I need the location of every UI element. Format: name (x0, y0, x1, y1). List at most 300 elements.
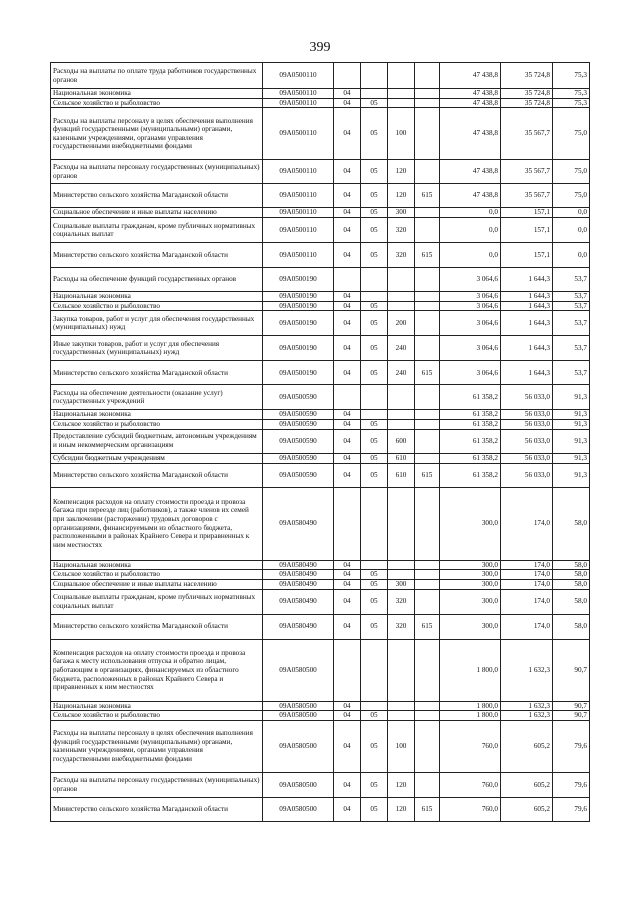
actual-amount: 1 632,3 (501, 711, 553, 721)
section-code: 04 (334, 243, 361, 268)
section-code: 04 (334, 797, 361, 821)
ministry-code: 615 (415, 184, 440, 208)
actual-amount: 1 644,3 (501, 311, 553, 336)
table-row (51, 453, 590, 463)
expense-type-code: 610 (388, 463, 415, 487)
target-article-code: 09А0500110 (263, 98, 334, 108)
ministry-code (415, 487, 440, 560)
section-code: 04 (334, 614, 361, 639)
subsection-code: 05 (361, 301, 388, 311)
table-row (51, 589, 590, 614)
expense-type-code: 120 (388, 772, 415, 797)
table-row (51, 419, 590, 429)
actual-amount: 56 033,0 (501, 385, 553, 410)
execution-percent: 53,7 (553, 311, 590, 336)
planned-amount: 1 800,0 (440, 701, 501, 711)
actual-amount: 35 567,7 (501, 108, 553, 160)
section-code: 04 (334, 98, 361, 108)
planned-amount: 300,0 (440, 487, 501, 560)
ministry-code (415, 218, 440, 243)
planned-amount: 0,0 (440, 218, 501, 243)
section-code: 04 (334, 589, 361, 614)
planned-amount: 61 358,2 (440, 410, 501, 420)
planned-amount: 61 358,2 (440, 463, 501, 487)
table-row (51, 98, 590, 108)
execution-percent: 75,0 (553, 184, 590, 208)
planned-amount: 3 064,6 (440, 268, 501, 292)
subsection-code: 05 (361, 218, 388, 243)
ministry-code (415, 311, 440, 336)
subsection-code: 05 (361, 98, 388, 108)
actual-amount: 1 644,3 (501, 361, 553, 385)
expense-type-code: 300 (388, 208, 415, 218)
expense-type-code (388, 301, 415, 311)
actual-amount: 1 644,3 (501, 268, 553, 292)
table-row (51, 292, 590, 302)
target-article-code: 09А0580490 (263, 487, 334, 560)
table-row (51, 361, 590, 385)
section-code: 04 (334, 336, 361, 361)
actual-amount: 1 632,3 (501, 701, 553, 711)
budget-table-body (51, 63, 590, 822)
section-code: 04 (334, 108, 361, 160)
section-code (334, 385, 361, 410)
expense-type-code (388, 410, 415, 420)
ministry-code (415, 453, 440, 463)
planned-amount: 61 358,2 (440, 419, 501, 429)
target-article-code: 09А0500190 (263, 268, 334, 292)
actual-amount: 1 644,3 (501, 336, 553, 361)
execution-percent: 0,0 (553, 218, 590, 243)
target-article-code: 09А0500190 (263, 311, 334, 336)
row-name: Расходы на выплаты персоналу в целях обеспечения выполнения функций государственными (муниципальными) органами, казенными учреждениями, органами управления государственными внебюджетными фондами (51, 108, 263, 160)
actual-amount: 174,0 (501, 570, 553, 580)
subsection-code (361, 63, 388, 89)
execution-percent: 90,7 (553, 711, 590, 721)
ministry-code: 615 (415, 361, 440, 385)
subsection-code: 05 (361, 160, 388, 184)
expense-type-code: 120 (388, 797, 415, 821)
expense-type-code (388, 560, 415, 570)
row-name: Национальная экономика (51, 410, 263, 420)
expense-type-code: 100 (388, 720, 415, 772)
target-article-code: 09А0580490 (263, 614, 334, 639)
expense-type-code: 120 (388, 160, 415, 184)
target-article-code: 09А0580490 (263, 570, 334, 580)
execution-percent: 75,3 (553, 98, 590, 108)
section-code: 04 (334, 701, 361, 711)
execution-percent: 91,3 (553, 385, 590, 410)
actual-amount: 56 033,0 (501, 453, 553, 463)
actual-amount: 174,0 (501, 579, 553, 589)
row-name: Социальные выплаты гражданам, кроме публичных нормативных социальных выплат (51, 589, 263, 614)
section-code: 04 (334, 361, 361, 385)
ministry-code: 615 (415, 463, 440, 487)
planned-amount: 61 358,2 (440, 429, 501, 453)
section-code: 04 (334, 711, 361, 721)
execution-percent: 0,0 (553, 208, 590, 218)
row-name: Национальная экономика (51, 560, 263, 570)
planned-amount: 760,0 (440, 797, 501, 821)
ministry-code (415, 570, 440, 580)
ministry-code (415, 720, 440, 772)
section-code: 04 (334, 89, 361, 99)
section-code (334, 639, 361, 701)
section-code (334, 487, 361, 560)
actual-amount: 1 644,3 (501, 301, 553, 311)
planned-amount: 0,0 (440, 208, 501, 218)
row-name: Расходы на выплаты по оплате труда работников государственных органов (51, 63, 263, 89)
table-row (51, 487, 590, 560)
actual-amount: 157,1 (501, 208, 553, 218)
expense-type-code (388, 385, 415, 410)
target-article-code: 09А0500190 (263, 336, 334, 361)
subsection-code: 05 (361, 208, 388, 218)
row-name: Компенсация расходов на оплату стоимости проезда и провоза багажа к месту использования отпуска и обратно лицам, работающим в организациях, финансируемых из областного бюджета, расположенных в районах Крайнего Севера и приравненных к ним местностях (51, 639, 263, 701)
expense-type-code: 200 (388, 311, 415, 336)
ministry-code (415, 108, 440, 160)
expense-type-code (388, 639, 415, 701)
actual-amount: 56 033,0 (501, 463, 553, 487)
execution-percent: 91,3 (553, 463, 590, 487)
row-name: Министерство сельского хозяйства Магаданской области (51, 361, 263, 385)
table-row (51, 108, 590, 160)
target-article-code: 09А0500110 (263, 208, 334, 218)
planned-amount: 3 064,6 (440, 336, 501, 361)
table-row (51, 701, 590, 711)
subsection-code: 05 (361, 419, 388, 429)
actual-amount: 174,0 (501, 487, 553, 560)
planned-amount: 47 438,8 (440, 184, 501, 208)
table-row (51, 160, 590, 184)
subsection-code: 05 (361, 184, 388, 208)
expense-type-code (388, 268, 415, 292)
subsection-code: 05 (361, 336, 388, 361)
table-row (51, 268, 590, 292)
row-name: Предоставление субсидий бюджетным, автономным учреждениям и иным некоммерческим организациям (51, 429, 263, 453)
target-article-code: 09А0580500 (263, 711, 334, 721)
expense-type-code: 240 (388, 361, 415, 385)
target-article-code: 09А0580500 (263, 772, 334, 797)
planned-amount: 3 064,6 (440, 292, 501, 302)
section-code: 04 (334, 570, 361, 580)
section-code: 04 (334, 579, 361, 589)
subsection-code: 05 (361, 772, 388, 797)
row-name: Сельское хозяйство и рыболовство (51, 419, 263, 429)
actual-amount: 174,0 (501, 589, 553, 614)
ministry-code (415, 410, 440, 420)
planned-amount: 1 800,0 (440, 639, 501, 701)
section-code: 04 (334, 772, 361, 797)
actual-amount: 56 033,0 (501, 419, 553, 429)
table-row (51, 301, 590, 311)
row-name: Национальная экономика (51, 292, 263, 302)
ministry-code (415, 336, 440, 361)
actual-amount: 605,2 (501, 772, 553, 797)
expense-type-code (388, 487, 415, 560)
execution-percent: 79,6 (553, 720, 590, 772)
expense-type-code: 320 (388, 614, 415, 639)
expense-type-code: 320 (388, 243, 415, 268)
subsection-code (361, 560, 388, 570)
subsection-code: 05 (361, 589, 388, 614)
expense-type-code: 120 (388, 184, 415, 208)
target-article-code: 09А0500110 (263, 184, 334, 208)
expense-type-code: 240 (388, 336, 415, 361)
expense-type-code (388, 98, 415, 108)
row-name: Министерство сельского хозяйства Магаданской области (51, 243, 263, 268)
actual-amount: 35 724,8 (501, 63, 553, 89)
row-name: Сельское хозяйство и рыболовство (51, 711, 263, 721)
section-code: 04 (334, 218, 361, 243)
row-name: Субсидии бюджетным учреждениям (51, 453, 263, 463)
section-code (334, 63, 361, 89)
expense-type-code: 300 (388, 579, 415, 589)
expense-type-code (388, 570, 415, 580)
row-name: Сельское хозяйство и рыболовство (51, 98, 263, 108)
target-article-code: 09А0500590 (263, 385, 334, 410)
ministry-code (415, 292, 440, 302)
actual-amount: 174,0 (501, 560, 553, 570)
expense-type-code (388, 711, 415, 721)
execution-percent: 58,0 (553, 487, 590, 560)
subsection-code (361, 89, 388, 99)
subsection-code: 05 (361, 614, 388, 639)
row-name: Сельское хозяйство и рыболовство (51, 570, 263, 580)
planned-amount: 47 438,8 (440, 98, 501, 108)
target-article-code: 09А0500590 (263, 419, 334, 429)
subsection-code: 05 (361, 429, 388, 453)
table-row (51, 560, 590, 570)
planned-amount: 1 800,0 (440, 711, 501, 721)
subsection-code: 05 (361, 711, 388, 721)
ministry-code (415, 98, 440, 108)
section-code: 04 (334, 720, 361, 772)
planned-amount: 300,0 (440, 614, 501, 639)
row-name: Расходы на выплаты персоналу государственных (муниципальных) органов (51, 772, 263, 797)
section-code: 04 (334, 429, 361, 453)
subsection-code (361, 268, 388, 292)
subsection-code (361, 385, 388, 410)
section-code: 04 (334, 160, 361, 184)
section-code (334, 268, 361, 292)
planned-amount: 760,0 (440, 720, 501, 772)
section-code: 04 (334, 453, 361, 463)
target-article-code: 09А0500590 (263, 429, 334, 453)
table-row (51, 720, 590, 772)
table-row (51, 410, 590, 420)
table-row (51, 63, 590, 89)
execution-percent: 79,6 (553, 772, 590, 797)
table-row (51, 385, 590, 410)
expense-type-code: 100 (388, 108, 415, 160)
execution-percent: 53,7 (553, 292, 590, 302)
subsection-code: 05 (361, 463, 388, 487)
row-name: Министерство сельского хозяйства Магаданской области (51, 797, 263, 821)
row-name: Социальные выплаты гражданам, кроме публичных нормативных социальных выплат (51, 218, 263, 243)
ministry-code (415, 429, 440, 453)
actual-amount: 157,1 (501, 218, 553, 243)
execution-percent: 0,0 (553, 243, 590, 268)
target-article-code: 09А0580500 (263, 797, 334, 821)
row-name: Компенсация расходов на оплату стоимости проезда и провоза багажа при переезде лиц (работников), а также членов их семей при заключении (расторжении) трудовых договоров с организациями, финансируемыми из областного бюджета, расположенными в районах Крайнего Севера и приравненных к ним местностях (51, 487, 263, 560)
ministry-code (415, 579, 440, 589)
ministry-code (415, 385, 440, 410)
row-name: Национальная экономика (51, 89, 263, 99)
subsection-code: 05 (361, 108, 388, 160)
execution-percent: 58,0 (553, 560, 590, 570)
actual-amount: 35 724,8 (501, 98, 553, 108)
actual-amount: 35 724,8 (501, 89, 553, 99)
ministry-code (415, 268, 440, 292)
row-name: Национальная экономика (51, 701, 263, 711)
execution-percent: 75,3 (553, 63, 590, 89)
target-article-code: 09А0500110 (263, 63, 334, 89)
planned-amount: 47 438,8 (440, 63, 501, 89)
table-row (51, 579, 590, 589)
table-row (51, 463, 590, 487)
row-name: Министерство сельского хозяйства Магаданской области (51, 463, 263, 487)
execution-percent: 53,7 (553, 361, 590, 385)
subsection-code: 05 (361, 361, 388, 385)
planned-amount: 300,0 (440, 579, 501, 589)
expense-type-code: 600 (388, 429, 415, 453)
target-article-code: 09А0500190 (263, 292, 334, 302)
row-name: Министерство сельского хозяйства Магаданской области (51, 184, 263, 208)
target-article-code: 09А0580500 (263, 639, 334, 701)
row-name: Расходы на обеспечение деятельности (оказание услуг) государственных учреждений (51, 385, 263, 410)
actual-amount: 605,2 (501, 720, 553, 772)
table-row (51, 711, 590, 721)
planned-amount: 0,0 (440, 243, 501, 268)
subsection-code (361, 487, 388, 560)
ministry-code (415, 419, 440, 429)
row-name: Социальное обеспечение и иные выплаты населению (51, 208, 263, 218)
target-article-code: 09А0500590 (263, 410, 334, 420)
ministry-code (415, 560, 440, 570)
table-row (51, 218, 590, 243)
row-name: Министерство сельского хозяйства Магаданской области (51, 614, 263, 639)
row-name: Сельское хозяйство и рыболовство (51, 301, 263, 311)
row-name: Расходы на выплаты персоналу в целях обеспечения выполнения функций государственными (муниципальными) органами, казенными учреждениями, органами управления государственными внебюджетными фондами (51, 720, 263, 772)
subsection-code: 05 (361, 570, 388, 580)
expense-type-code: 610 (388, 453, 415, 463)
section-code: 04 (334, 463, 361, 487)
execution-percent: 53,7 (553, 336, 590, 361)
target-article-code: 09А0500110 (263, 243, 334, 268)
table-row (51, 243, 590, 268)
ministry-code (415, 589, 440, 614)
actual-amount: 174,0 (501, 614, 553, 639)
table-row (51, 89, 590, 99)
target-article-code: 09А0500110 (263, 160, 334, 184)
ministry-code (415, 208, 440, 218)
section-code: 04 (334, 419, 361, 429)
subsection-code (361, 292, 388, 302)
planned-amount: 3 064,6 (440, 361, 501, 385)
execution-percent: 91,3 (553, 429, 590, 453)
actual-amount: 56 033,0 (501, 429, 553, 453)
table-row (51, 336, 590, 361)
actual-amount: 35 567,7 (501, 160, 553, 184)
subsection-code: 05 (361, 311, 388, 336)
row-name: Закупка товаров, работ и услуг для обеспечения государственных (муниципальных) нужд (51, 311, 263, 336)
execution-percent: 53,7 (553, 268, 590, 292)
execution-percent: 58,0 (553, 589, 590, 614)
table-row (51, 614, 590, 639)
ministry-code: 615 (415, 243, 440, 268)
planned-amount: 61 358,2 (440, 453, 501, 463)
section-code: 04 (334, 311, 361, 336)
execution-percent: 79,6 (553, 797, 590, 821)
target-article-code: 09А0500590 (263, 463, 334, 487)
expense-type-code (388, 701, 415, 711)
expense-type-code (388, 63, 415, 89)
actual-amount: 157,1 (501, 243, 553, 268)
execution-percent: 58,0 (553, 570, 590, 580)
planned-amount: 47 438,8 (440, 89, 501, 99)
subsection-code: 05 (361, 579, 388, 589)
expense-type-code: 320 (388, 218, 415, 243)
table-row (51, 311, 590, 336)
planned-amount: 47 438,8 (440, 108, 501, 160)
planned-amount: 3 064,6 (440, 311, 501, 336)
table-row (51, 772, 590, 797)
planned-amount: 300,0 (440, 560, 501, 570)
ministry-code: 615 (415, 614, 440, 639)
target-article-code: 09А0500190 (263, 361, 334, 385)
execution-percent: 90,7 (553, 639, 590, 701)
subsection-code (361, 410, 388, 420)
planned-amount: 3 064,6 (440, 301, 501, 311)
ministry-code (415, 89, 440, 99)
table-row (51, 797, 590, 821)
ministry-code (415, 160, 440, 184)
subsection-code: 05 (361, 720, 388, 772)
actual-amount: 56 033,0 (501, 410, 553, 420)
actual-amount: 1 632,3 (501, 639, 553, 701)
section-code: 04 (334, 301, 361, 311)
table-row (51, 184, 590, 208)
section-code: 04 (334, 184, 361, 208)
execution-percent: 75,0 (553, 160, 590, 184)
target-article-code: 09А0580490 (263, 560, 334, 570)
ministry-code: 615 (415, 797, 440, 821)
execution-percent: 58,0 (553, 579, 590, 589)
planned-amount: 47 438,8 (440, 160, 501, 184)
target-article-code: 09А0500110 (263, 218, 334, 243)
execution-percent: 91,3 (553, 453, 590, 463)
ministry-code (415, 772, 440, 797)
row-name: Иные закупки товаров, работ и услуг для обеспечения государственных (муниципальных) нужд (51, 336, 263, 361)
expense-type-code (388, 292, 415, 302)
planned-amount: 300,0 (440, 589, 501, 614)
execution-percent: 53,7 (553, 301, 590, 311)
page-number: 399 (309, 40, 331, 55)
planned-amount: 61 358,2 (440, 385, 501, 410)
subsection-code: 05 (361, 243, 388, 268)
row-name: Расходы на обеспечение функций государственных органов (51, 268, 263, 292)
section-code: 04 (334, 560, 361, 570)
execution-percent: 75,0 (553, 108, 590, 160)
table-row (51, 208, 590, 218)
subsection-code: 05 (361, 797, 388, 821)
ministry-code (415, 701, 440, 711)
ministry-code (415, 301, 440, 311)
execution-percent: 75,3 (553, 89, 590, 99)
table-row (51, 570, 590, 580)
table-row (51, 429, 590, 453)
